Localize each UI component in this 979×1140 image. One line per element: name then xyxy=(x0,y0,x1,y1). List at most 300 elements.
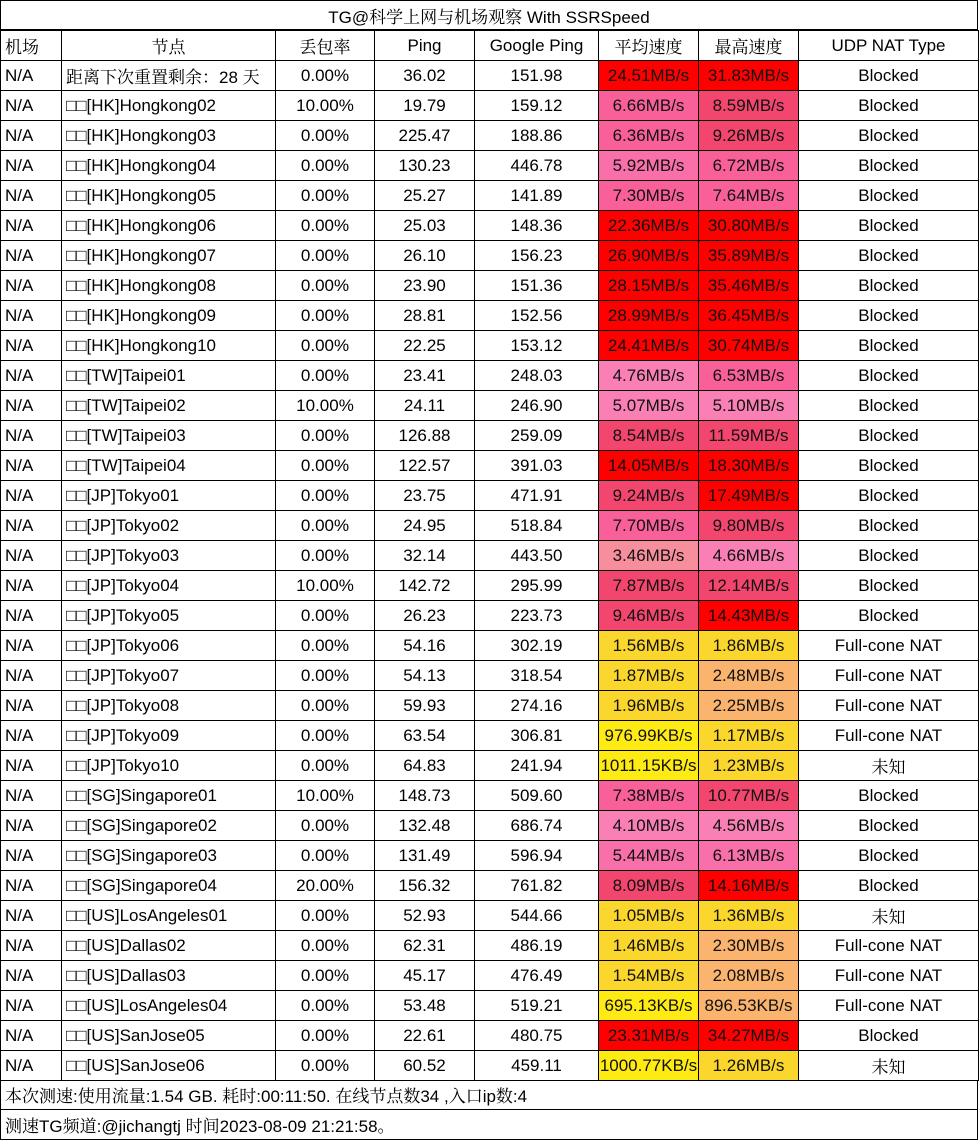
table-row xyxy=(1,331,979,361)
cell-node: □□[HK]Hongkong08 xyxy=(62,271,276,301)
cell-max-speed: 2.48MB/s xyxy=(699,661,799,691)
cell-google-ping: 148.36 xyxy=(475,211,599,241)
cell-avg-speed: 8.54MB/s xyxy=(599,421,699,451)
cell-node: □□[JP]Tokyo08 xyxy=(62,691,276,721)
cell-packet-loss: 10.00% xyxy=(276,781,375,811)
cell-google-ping: 446.78 xyxy=(475,151,599,181)
cell-udp-nat: Blocked xyxy=(799,91,979,121)
cell-google-ping: 259.09 xyxy=(475,421,599,451)
cell-udp-nat: Blocked xyxy=(799,61,979,91)
cell-avg-speed: 26.90MB/s xyxy=(599,241,699,271)
cell-packet-loss: 0.00% xyxy=(276,151,375,181)
cell-max-speed: 12.14MB/s xyxy=(699,571,799,601)
cell-max-speed: 30.74MB/s xyxy=(699,331,799,361)
cell-packet-loss: 0.00% xyxy=(276,211,375,241)
cell-packet-loss: 0.00% xyxy=(276,691,375,721)
table-row xyxy=(1,601,979,631)
cell-ping: 142.72 xyxy=(375,571,475,601)
cell-max-speed: 1.36MB/s xyxy=(699,901,799,931)
cell-udp-nat: 未知 xyxy=(799,1051,979,1081)
cell-google-ping: 519.21 xyxy=(475,991,599,1021)
cell-airport: N/A xyxy=(1,841,62,871)
cell-google-ping: 480.75 xyxy=(475,1021,599,1051)
cell-udp-nat: Blocked xyxy=(799,421,979,451)
header-max-speed: 最高速度 xyxy=(699,31,799,61)
cell-ping: 122.57 xyxy=(375,451,475,481)
cell-ping: 148.73 xyxy=(375,781,475,811)
table-row xyxy=(1,91,979,121)
cell-node: □□[JP]Tokyo09 xyxy=(62,721,276,751)
cell-node: □□[JP]Tokyo05 xyxy=(62,601,276,631)
cell-max-speed: 9.80MB/s xyxy=(699,511,799,541)
cell-max-speed: 34.27MB/s xyxy=(699,1021,799,1051)
cell-node: □□[US]Dallas02 xyxy=(62,931,276,961)
cell-udp-nat: 未知 xyxy=(799,751,979,781)
cell-ping: 131.49 xyxy=(375,841,475,871)
table-row xyxy=(1,721,979,751)
cell-avg-speed: 1000.77KB/s xyxy=(599,1051,699,1081)
table-row xyxy=(1,361,979,391)
cell-max-speed: 35.46MB/s xyxy=(699,271,799,301)
cell-avg-speed: 4.76MB/s xyxy=(599,361,699,391)
cell-node: □□[TW]Taipei03 xyxy=(62,421,276,451)
cell-airport: N/A xyxy=(1,571,62,601)
cell-avg-speed: 5.92MB/s xyxy=(599,151,699,181)
cell-google-ping: 274.16 xyxy=(475,691,599,721)
cell-google-ping: 761.82 xyxy=(475,871,599,901)
cell-ping: 28.81 xyxy=(375,301,475,331)
cell-ping: 53.48 xyxy=(375,991,475,1021)
cell-avg-speed: 22.36MB/s xyxy=(599,211,699,241)
table-row xyxy=(1,241,979,271)
cell-max-speed: 2.08MB/s xyxy=(699,961,799,991)
cell-ping: 64.83 xyxy=(375,751,475,781)
cell-udp-nat: Blocked xyxy=(799,121,979,151)
cell-max-speed: 1.17MB/s xyxy=(699,721,799,751)
cell-google-ping: 459.11 xyxy=(475,1051,599,1081)
table-row xyxy=(1,841,979,871)
cell-ping: 156.32 xyxy=(375,871,475,901)
cell-packet-loss: 0.00% xyxy=(276,601,375,631)
cell-avg-speed: 5.44MB/s xyxy=(599,841,699,871)
cell-node: 距离下次重置剩余：28 天 xyxy=(62,61,276,91)
cell-avg-speed: 23.31MB/s xyxy=(599,1021,699,1051)
cell-google-ping: 486.19 xyxy=(475,931,599,961)
footer-channel-time: 测速TG频道:@jichangtj 时间2023-08-09 21:21:58。 xyxy=(0,1110,978,1140)
cell-packet-loss: 0.00% xyxy=(276,271,375,301)
cell-airport: N/A xyxy=(1,781,62,811)
table-row xyxy=(1,1051,979,1081)
cell-avg-speed: 8.09MB/s xyxy=(599,871,699,901)
table-row xyxy=(1,811,979,841)
cell-airport: N/A xyxy=(1,871,62,901)
cell-node: □□[JP]Tokyo02 xyxy=(62,511,276,541)
cell-airport: N/A xyxy=(1,661,62,691)
cell-node: □□[US]Dallas03 xyxy=(62,961,276,991)
table-row xyxy=(1,871,979,901)
table-row xyxy=(1,781,979,811)
cell-node: □□[US]LosAngeles04 xyxy=(62,991,276,1021)
cell-ping: 22.61 xyxy=(375,1021,475,1051)
cell-packet-loss: 0.00% xyxy=(276,811,375,841)
cell-avg-speed: 6.66MB/s xyxy=(599,91,699,121)
cell-airport: N/A xyxy=(1,91,62,121)
cell-airport: N/A xyxy=(1,811,62,841)
cell-max-speed: 36.45MB/s xyxy=(699,301,799,331)
table-row xyxy=(1,481,979,511)
table-row xyxy=(1,271,979,301)
cell-airport: N/A xyxy=(1,121,62,151)
cell-udp-nat: Blocked xyxy=(799,511,979,541)
cell-udp-nat: Full-cone NAT xyxy=(799,931,979,961)
cell-airport: N/A xyxy=(1,1051,62,1081)
cell-packet-loss: 0.00% xyxy=(276,511,375,541)
cell-max-speed: 5.10MB/s xyxy=(699,391,799,421)
cell-udp-nat: Blocked xyxy=(799,1021,979,1051)
table-row xyxy=(1,691,979,721)
cell-google-ping: 509.60 xyxy=(475,781,599,811)
cell-google-ping: 153.12 xyxy=(475,331,599,361)
cell-udp-nat: Full-cone NAT xyxy=(799,691,979,721)
cell-airport: N/A xyxy=(1,1021,62,1051)
cell-node: □□[JP]Tokyo03 xyxy=(62,541,276,571)
cell-google-ping: 686.74 xyxy=(475,811,599,841)
cell-udp-nat: Blocked xyxy=(799,781,979,811)
header-node: 节点 xyxy=(62,31,276,61)
cell-ping: 45.17 xyxy=(375,961,475,991)
header-row xyxy=(1,31,979,61)
cell-airport: N/A xyxy=(1,961,62,991)
table-row xyxy=(1,121,979,151)
cell-avg-speed: 1.05MB/s xyxy=(599,901,699,931)
cell-udp-nat: Blocked xyxy=(799,271,979,301)
table-row xyxy=(1,571,979,601)
cell-udp-nat: Blocked xyxy=(799,331,979,361)
cell-ping: 126.88 xyxy=(375,421,475,451)
cell-packet-loss: 0.00% xyxy=(276,901,375,931)
cell-packet-loss: 0.00% xyxy=(276,121,375,151)
header-udp-nat: UDP NAT Type xyxy=(799,31,979,61)
cell-ping: 60.52 xyxy=(375,1051,475,1081)
cell-max-speed: 4.56MB/s xyxy=(699,811,799,841)
cell-max-speed: 14.16MB/s xyxy=(699,871,799,901)
cell-node: □□[US]LosAngeles01 xyxy=(62,901,276,931)
cell-airport: N/A xyxy=(1,181,62,211)
cell-udp-nat: Blocked xyxy=(799,811,979,841)
cell-node: □□[SG]Singapore03 xyxy=(62,841,276,871)
cell-max-speed: 14.43MB/s xyxy=(699,601,799,631)
cell-avg-speed: 5.07MB/s xyxy=(599,391,699,421)
cell-node: □□[JP]Tokyo06 xyxy=(62,631,276,661)
cell-ping: 52.93 xyxy=(375,901,475,931)
cell-ping: 54.13 xyxy=(375,661,475,691)
cell-max-speed: 1.23MB/s xyxy=(699,751,799,781)
table-row xyxy=(1,1021,979,1051)
cell-airport: N/A xyxy=(1,991,62,1021)
cell-ping: 62.31 xyxy=(375,931,475,961)
cell-ping: 225.47 xyxy=(375,121,475,151)
cell-ping: 19.79 xyxy=(375,91,475,121)
cell-avg-speed: 1.96MB/s xyxy=(599,691,699,721)
cell-packet-loss: 0.00% xyxy=(276,721,375,751)
cell-max-speed: 6.53MB/s xyxy=(699,361,799,391)
cell-avg-speed: 7.38MB/s xyxy=(599,781,699,811)
cell-ping: 26.23 xyxy=(375,601,475,631)
cell-ping: 23.90 xyxy=(375,271,475,301)
cell-packet-loss: 0.00% xyxy=(276,1051,375,1081)
table-row xyxy=(1,181,979,211)
cell-udp-nat: Blocked xyxy=(799,181,979,211)
cell-max-speed: 2.25MB/s xyxy=(699,691,799,721)
cell-max-speed: 7.64MB/s xyxy=(699,181,799,211)
cell-airport: N/A xyxy=(1,391,62,421)
cell-packet-loss: 0.00% xyxy=(276,931,375,961)
cell-node: □□[HK]Hongkong07 xyxy=(62,241,276,271)
cell-airport: N/A xyxy=(1,271,62,301)
cell-packet-loss: 10.00% xyxy=(276,571,375,601)
cell-node: □□[JP]Tokyo10 xyxy=(62,751,276,781)
cell-packet-loss: 0.00% xyxy=(276,181,375,211)
cell-google-ping: 518.84 xyxy=(475,511,599,541)
cell-avg-speed: 24.51MB/s xyxy=(599,61,699,91)
table-row xyxy=(1,211,979,241)
cell-udp-nat: Full-cone NAT xyxy=(799,631,979,661)
cell-google-ping: 471.91 xyxy=(475,481,599,511)
cell-google-ping: 188.86 xyxy=(475,121,599,151)
cell-ping: 23.75 xyxy=(375,481,475,511)
cell-airport: N/A xyxy=(1,601,62,631)
cell-avg-speed: 9.24MB/s xyxy=(599,481,699,511)
cell-avg-speed: 1.46MB/s xyxy=(599,931,699,961)
cell-packet-loss: 0.00% xyxy=(276,481,375,511)
cell-udp-nat: Blocked xyxy=(799,571,979,601)
cell-avg-speed: 9.46MB/s xyxy=(599,601,699,631)
cell-max-speed: 1.26MB/s xyxy=(699,1051,799,1081)
table-row xyxy=(1,631,979,661)
cell-node: □□[HK]Hongkong02 xyxy=(62,91,276,121)
cell-airport: N/A xyxy=(1,61,62,91)
cell-avg-speed: 3.46MB/s xyxy=(599,541,699,571)
cell-max-speed: 11.59MB/s xyxy=(699,421,799,451)
cell-avg-speed: 695.13KB/s xyxy=(599,991,699,1021)
cell-google-ping: 246.90 xyxy=(475,391,599,421)
cell-max-speed: 8.59MB/s xyxy=(699,91,799,121)
cell-avg-speed: 28.99MB/s xyxy=(599,301,699,331)
cell-ping: 25.27 xyxy=(375,181,475,211)
cell-google-ping: 156.23 xyxy=(475,241,599,271)
cell-max-speed: 10.77MB/s xyxy=(699,781,799,811)
cell-max-speed: 9.26MB/s xyxy=(699,121,799,151)
cell-avg-speed: 1.54MB/s xyxy=(599,961,699,991)
cell-avg-speed: 976.99KB/s xyxy=(599,721,699,751)
cell-packet-loss: 0.00% xyxy=(276,451,375,481)
cell-node: □□[HK]Hongkong05 xyxy=(62,181,276,211)
cell-google-ping: 241.94 xyxy=(475,751,599,781)
cell-airport: N/A xyxy=(1,901,62,931)
cell-packet-loss: 0.00% xyxy=(276,541,375,571)
cell-airport: N/A xyxy=(1,361,62,391)
cell-packet-loss: 0.00% xyxy=(276,841,375,871)
cell-airport: N/A xyxy=(1,331,62,361)
table-row xyxy=(1,511,979,541)
cell-ping: 23.41 xyxy=(375,361,475,391)
cell-node: □□[JP]Tokyo07 xyxy=(62,661,276,691)
cell-google-ping: 596.94 xyxy=(475,841,599,871)
cell-max-speed: 6.72MB/s xyxy=(699,151,799,181)
cell-avg-speed: 4.10MB/s xyxy=(599,811,699,841)
cell-packet-loss: 0.00% xyxy=(276,241,375,271)
cell-avg-speed: 7.30MB/s xyxy=(599,181,699,211)
cell-max-speed: 17.49MB/s xyxy=(699,481,799,511)
cell-google-ping: 306.81 xyxy=(475,721,599,751)
header-loss: 丢包率 xyxy=(276,31,375,61)
cell-airport: N/A xyxy=(1,691,62,721)
cell-udp-nat: Full-cone NAT xyxy=(799,961,979,991)
table-row xyxy=(1,961,979,991)
cell-ping: 24.95 xyxy=(375,511,475,541)
cell-avg-speed: 24.41MB/s xyxy=(599,331,699,361)
cell-udp-nat: Blocked xyxy=(799,541,979,571)
cell-airport: N/A xyxy=(1,931,62,961)
cell-node: □□[SG]Singapore04 xyxy=(62,871,276,901)
cell-google-ping: 391.03 xyxy=(475,451,599,481)
cell-avg-speed: 1011.15KB/s xyxy=(599,751,699,781)
table-row xyxy=(1,301,979,331)
cell-node: □□[SG]Singapore02 xyxy=(62,811,276,841)
cell-packet-loss: 0.00% xyxy=(276,991,375,1021)
table-row xyxy=(1,991,979,1021)
cell-udp-nat: Blocked xyxy=(799,391,979,421)
cell-packet-loss: 0.00% xyxy=(276,361,375,391)
cell-avg-speed: 6.36MB/s xyxy=(599,121,699,151)
table-row xyxy=(1,661,979,691)
cell-max-speed: 1.86MB/s xyxy=(699,631,799,661)
table-row xyxy=(1,931,979,961)
cell-udp-nat: Blocked xyxy=(799,151,979,181)
cell-google-ping: 302.19 xyxy=(475,631,599,661)
cell-google-ping: 151.36 xyxy=(475,271,599,301)
cell-ping: 59.93 xyxy=(375,691,475,721)
cell-udp-nat: Blocked xyxy=(799,451,979,481)
header-google-ping: Google Ping xyxy=(475,31,599,61)
cell-node: □□[JP]Tokyo01 xyxy=(62,481,276,511)
cell-google-ping: 318.54 xyxy=(475,661,599,691)
cell-udp-nat: 未知 xyxy=(799,901,979,931)
footer-traffic-summary: 本次测速:使用流量:1.54 GB. 耗时:00:11:50. 在线节点数34 ,入口ip数:4 xyxy=(0,1080,978,1110)
cell-udp-nat: Full-cone NAT xyxy=(799,991,979,1021)
cell-udp-nat: Blocked xyxy=(799,481,979,511)
cell-ping: 130.23 xyxy=(375,151,475,181)
cell-udp-nat: Blocked xyxy=(799,241,979,271)
cell-airport: N/A xyxy=(1,211,62,241)
cell-google-ping: 141.89 xyxy=(475,181,599,211)
cell-udp-nat: Full-cone NAT xyxy=(799,721,979,751)
cell-max-speed: 30.80MB/s xyxy=(699,211,799,241)
cell-node: □□[US]SanJose06 xyxy=(62,1051,276,1081)
header-ping: Ping xyxy=(375,31,475,61)
header-airport: 机场 xyxy=(1,31,62,61)
cell-packet-loss: 20.00% xyxy=(276,871,375,901)
cell-ping: 32.14 xyxy=(375,541,475,571)
cell-avg-speed: 7.70MB/s xyxy=(599,511,699,541)
cell-airport: N/A xyxy=(1,241,62,271)
cell-ping: 54.16 xyxy=(375,631,475,661)
table-row xyxy=(1,541,979,571)
cell-max-speed: 6.13MB/s xyxy=(699,841,799,871)
cell-google-ping: 544.66 xyxy=(475,901,599,931)
table-row xyxy=(1,421,979,451)
cell-udp-nat: Blocked xyxy=(799,601,979,631)
cell-avg-speed: 28.15MB/s xyxy=(599,271,699,301)
cell-max-speed: 4.66MB/s xyxy=(699,541,799,571)
cell-google-ping: 151.98 xyxy=(475,61,599,91)
cell-airport: N/A xyxy=(1,481,62,511)
cell-udp-nat: Blocked xyxy=(799,871,979,901)
cell-udp-nat: Blocked xyxy=(799,841,979,871)
cell-google-ping: 295.99 xyxy=(475,571,599,601)
cell-packet-loss: 0.00% xyxy=(276,661,375,691)
cell-airport: N/A xyxy=(1,631,62,661)
cell-node: □□[TW]Taipei01 xyxy=(62,361,276,391)
cell-avg-speed: 14.05MB/s xyxy=(599,451,699,481)
cell-packet-loss: 0.00% xyxy=(276,301,375,331)
cell-packet-loss: 0.00% xyxy=(276,961,375,991)
cell-google-ping: 476.49 xyxy=(475,961,599,991)
cell-google-ping: 248.03 xyxy=(475,361,599,391)
cell-udp-nat: Blocked xyxy=(799,211,979,241)
cell-node: □□[HK]Hongkong04 xyxy=(62,151,276,181)
cell-packet-loss: 10.00% xyxy=(276,91,375,121)
cell-max-speed: 2.30MB/s xyxy=(699,931,799,961)
cell-node: □□[HK]Hongkong10 xyxy=(62,331,276,361)
table-row xyxy=(1,751,979,781)
cell-udp-nat: Blocked xyxy=(799,361,979,391)
cell-airport: N/A xyxy=(1,541,62,571)
cell-udp-nat: Full-cone NAT xyxy=(799,661,979,691)
cell-packet-loss: 0.00% xyxy=(276,421,375,451)
table-row xyxy=(1,901,979,931)
table-row xyxy=(1,451,979,481)
cell-ping: 36.02 xyxy=(375,61,475,91)
table-row xyxy=(1,61,979,91)
cell-ping: 63.54 xyxy=(375,721,475,751)
header-avg-speed: 平均速度 xyxy=(599,31,699,61)
cell-packet-loss: 0.00% xyxy=(276,1021,375,1051)
cell-google-ping: 223.73 xyxy=(475,601,599,631)
cell-node: □□[HK]Hongkong03 xyxy=(62,121,276,151)
cell-packet-loss: 10.00% xyxy=(276,391,375,421)
cell-packet-loss: 0.00% xyxy=(276,631,375,661)
cell-airport: N/A xyxy=(1,301,62,331)
cell-avg-speed: 1.87MB/s xyxy=(599,661,699,691)
cell-google-ping: 159.12 xyxy=(475,91,599,121)
cell-node: □□[SG]Singapore01 xyxy=(62,781,276,811)
cell-ping: 22.25 xyxy=(375,331,475,361)
table-row xyxy=(1,391,979,421)
cell-google-ping: 443.50 xyxy=(475,541,599,571)
cell-max-speed: 31.83MB/s xyxy=(699,61,799,91)
cell-airport: N/A xyxy=(1,721,62,751)
cell-ping: 132.48 xyxy=(375,811,475,841)
cell-airport: N/A xyxy=(1,751,62,781)
cell-node: □□[HK]Hongkong06 xyxy=(62,211,276,241)
cell-ping: 24.11 xyxy=(375,391,475,421)
report-title: TG@科学上网与机场观察 With SSRSpeed xyxy=(0,0,978,30)
cell-packet-loss: 0.00% xyxy=(276,331,375,361)
cell-max-speed: 18.30MB/s xyxy=(699,451,799,481)
cell-node: □□[HK]Hongkong09 xyxy=(62,301,276,331)
cell-node: □□[US]SanJose05 xyxy=(62,1021,276,1051)
